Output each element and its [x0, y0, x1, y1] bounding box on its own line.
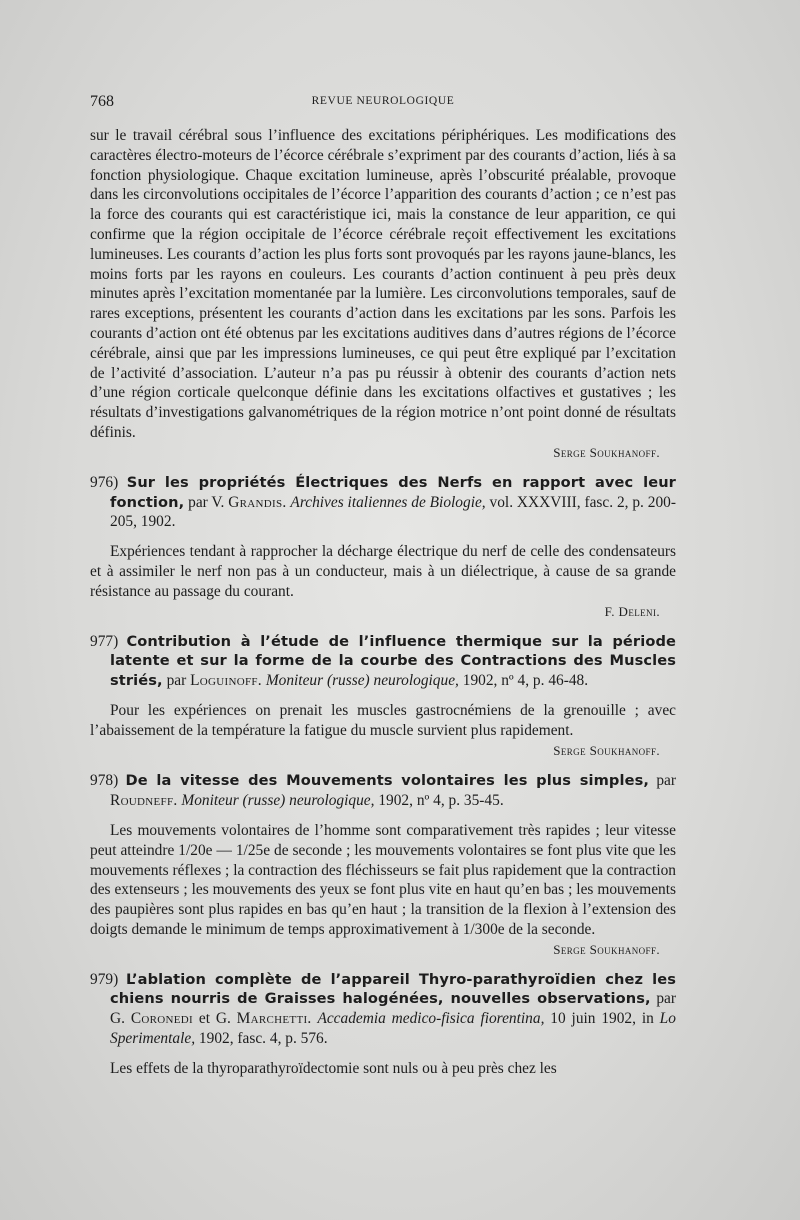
entry-source: Moniteur (russe) neurologique,: [265, 672, 459, 690]
entry-body: Expériences tendant à rapprocher la décharge électrique du nerf de celle des condensateurs et à assimiler le nerf non pas à un conducteur, mais à un diélectrique, à cause de sa grande résistance au passage du courant.: [90, 543, 676, 600]
entry-978: [90, 771, 676, 958]
entry-author-2: Marchetti.: [236, 1010, 312, 1028]
entry-title: De la vitesse des Mouvements volontaires les plus simples,: [125, 772, 649, 790]
page-content: [90, 126, 676, 1079]
entry-source: Archives italiennes de Biologie,: [290, 493, 486, 511]
entry-number: 979): [90, 970, 119, 988]
intro-signature: Serge Soukhanoff.: [553, 444, 660, 460]
entry-977: [90, 632, 676, 761]
entry-details-2: 1902, fasc. 4, p. 576.: [198, 1030, 328, 1048]
entry-signature: Serge Soukhanoff.: [553, 742, 660, 758]
entry-author: Coronedi: [130, 1010, 193, 1028]
entry-author: Roudneff.: [110, 792, 178, 810]
page-number: 768: [90, 93, 114, 110]
entry-body-text: Pour les expériences on prenait les muscles gastrocnémiens de la grenouille ; avec l’abaissement de la température la fatigue du muscle survient plus rapidement.: [90, 701, 676, 739]
entry-body: Les mouvements volontaires de l’homme sont comparativement très rapides ; leur vitesse peut atteindre 1/20e — 1/25e de seconde ; les mouvements volontaires se font plus vite que les mouvements réflexes ; la contraction des fléchisseurs se fait plus rapidement que la contraction des extenseurs ; les mouvements des yeux se font plus vite en haut qu’en bas ; les mouvements des paupières sont plus rapides en bas qu’en haut ; la transition de la flexion à l’extension des doigts demande le minimum de temps approximativement à 1/300e de la seconde.: [90, 821, 676, 938]
entry-heading: [90, 632, 676, 691]
entry-source: Accademia medico-fisica fiorentina,: [317, 1010, 545, 1028]
entry-heading: [90, 970, 676, 1049]
entry-details: 1902, nº 4, p. 35-45.: [378, 792, 504, 810]
entry-body: Les effets de la thyroparathyroïdectomie sont nuls ou à peu près chez les: [110, 1059, 557, 1077]
entry-heading: [90, 473, 676, 532]
entry-details: vol. XXXVIII, fasc. 2, p. 200-205, 1902.: [110, 493, 676, 531]
entry-number: 976): [90, 473, 119, 491]
entry-source: Moniteur (russe) neurologique,: [181, 792, 375, 810]
entry-number: 978): [90, 772, 119, 790]
running-title: REVUE NEUROLOGIQUE: [311, 95, 455, 107]
entry-author: Grandis.: [228, 493, 287, 511]
entry-979: [90, 970, 676, 1079]
intro-paragraph: sur le travail cérébral sous l’influence des excitations périphériques. Les modifications des caractères électro-moteurs de l’écorce cérébrale s’expriment par des courants d’action, liés à sa fonction physiologique. Chaque excitation lumineuse, après l’obscurité préalable, provoque dans les circonvolutions occipitales de l’écorce l’apparition des courants d’action ; ce n’est pas la force des courants qui est caractéristique ici, mais la constance de leur apparition, ce qui confirme que la région occipitale de l’écorce cérébrale reçoit effectivement les excitations lumineuses. Les courants d’action les plus forts sont provoqués par les rayons jaune-blancs, les moins forts par les rayons en couleurs. Les courants d’action continuent à peu près deux minutes après l’excitation momentanée par la lumière. Les circonvolutions temporales, sauf de rares exceptions, présentent les courants d’action dans les excitations par les sons. Parfois les courants d’action ont été obtenus par les excitations auditives dans d’autres régions de l’écorce cérébrale, ainsi que par les impressions lumineuses, ce qui peut être expliqué par l’excitation de l’activité d’association. L’auteur n’a pas pu réussir à obtenir des courants d’action nets d’une région corticale quelconque définie dans les excitations olfactives et gustatives ; les résultats d’investigations galvanométriques de la région motrice n’ont point donné de résultats définis.: [90, 127, 676, 441]
entry-source-2: Lo Sperimentale,: [110, 1010, 676, 1048]
entry-par: par: [166, 672, 187, 690]
entry-par: par: [656, 772, 676, 790]
entry-par: par V.: [188, 493, 225, 511]
entry-title: Contribution à l’étude de l’influence thermique sur la période latente et sur la forme de la courbe des Contractions des Muscles striés,: [110, 632, 676, 690]
entry-signature: Serge Soukhanoff.: [553, 941, 660, 957]
entry-body: [90, 701, 676, 758]
entry-title: L’ablation complète de l’appareil Thyro-parathyroïdien chez les chiens nourris de Graisses halogénées, nouvelles observations,: [110, 970, 676, 1008]
entry-heading: [90, 771, 676, 811]
entry-details: 1902, nº 4, p. 46-48.: [462, 672, 589, 690]
entry-976: [90, 473, 676, 621]
entry-details: 10 juin 1902, in: [550, 1010, 654, 1028]
page-header: [90, 93, 676, 113]
entry-signature: F. Deleni.: [604, 603, 660, 619]
entry-author: Loguinoff.: [190, 672, 262, 690]
entry-par-2: et G.: [198, 1010, 231, 1028]
entry-title: Sur les propriétés Électriques des Nerfs en rapport avec leur fonction,: [110, 473, 676, 511]
entry-number: 977): [90, 632, 119, 650]
entry-par: par G.: [110, 990, 676, 1028]
